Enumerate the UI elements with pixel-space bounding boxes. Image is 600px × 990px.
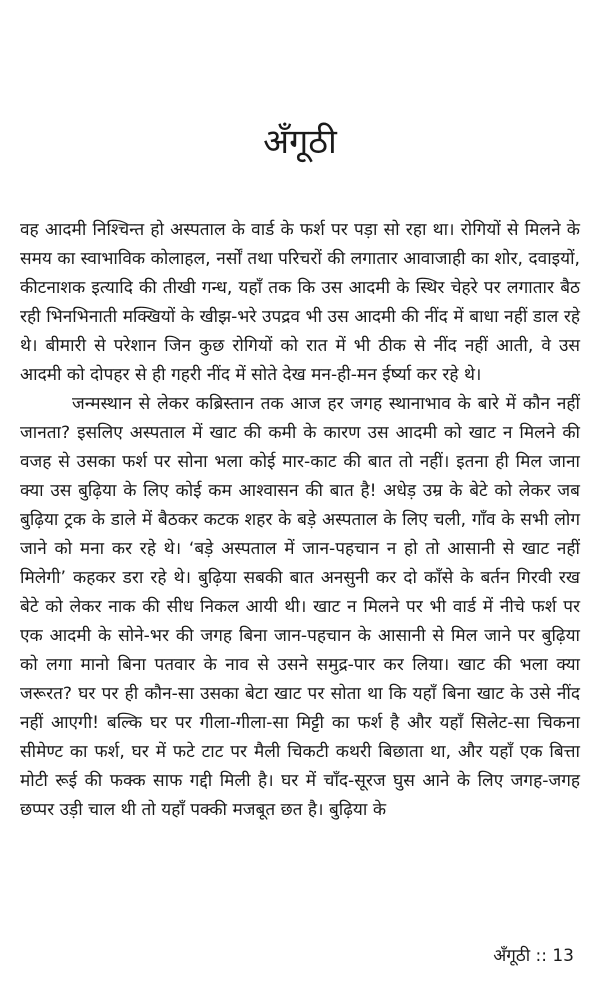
page-footer: अँगूठी :: 13 xyxy=(493,946,574,966)
paragraph-1: वह आदमी निश्चिन्त हो अस्पताल के वार्ड के फर्श पर पड़ा सो रहा था। रोगियों से मिलने के समय का स्वाभाविक कोलाहल, नर्सों तथा परिचरों की लगातार आवाजाही का शोर, दवाइयों, कीटनाशक इत्यादि की तीखी गन्ध, यहाँ तक कि उस आदमी के स्थिर चेहरे पर लगातार बैठ रही भिनभिनाती मक्खियों के खीझ-भरे उपद्रव भी उस आदमी की नींद में बाधा नहीं डाल रहे थे। बीमारी से परेशान जिन कुछ रोगियों को रात में भी ठीक से नींद नहीं आती, वे उस आदमी को दोपहर से ही गहरी नींद में सोते देख मन-ही-मन ईर्ष्या कर रहे थे। xyxy=(20,220,580,385)
body-text xyxy=(20,216,580,825)
paragraph-2: जन्मस्थान से लेकर कब्रिस्तान तक आज हर जगह स्थानाभाव के बारे में कौन नहीं जानता? इसलिए अस्पताल में खाट की कमी के कारण उस आदमी को खाट न मिलने की वजह से उसका फर्श पर सोना भला कोई मार-काट की बात तो नहीं। इतना ही मिल जाना क्या उस बुढ़िया के लिए कोई कम आश्वासन की बात है! अधेड़ उम्र के बेटे को लेकर जब बुढ़िया ट्रक के डाले में बैठकर कटक शहर के बड़े अस्पताल के लिए चली, गाँव के सभी लोग जाने को मना कर रहे थे। ‘बड़े अस्पताल में जान-पहचान न हो तो आसानी से खाट नहीं मिलेगी’ कहकर डरा रहे थे। बुढ़िया सबकी बात अनसुनी कर दो काँसे के बर्तन गिरवी रख बेटे को लेकर नाक की सीध निकल आयी थी। खाट न मिलने पर भी वार्ड में नीचे फर्श पर एक आदमी के सोने-भर की जगह बिना जान-पहचान के आसानी से मिल जाने पर बुढ़िया को लगा मानो बिना पतवार के नाव से उसने समुद्र-पार कर लिया। खाट की भला क्या जरूरत? घर पर ही कौन-सा उसका बेटा खाट पर सोता था कि यहाँ बिना खाट के उसे नींद नहीं आएगी! बल्कि घर पर गीला-गीला-सा मिट्टी का फर्श है और यहाँ सिलेट-सा चिकना सीमेण्ट का फर्श, घर में फटे टाट पर मैली चिकटी कथरी बिछाता था, और यहाँ एक बित्ता मोटी रूई की फक्क साफ गद्दी मिली है। घर में चाँद-सूरज घुस आने के लिए जगह-जगह छप्पर उड़ी चाल थी तो यहाँ पक्की मजबूत छत है। बुढ़िया के xyxy=(20,394,580,820)
chapter-title: अँगूठी xyxy=(263,122,337,162)
